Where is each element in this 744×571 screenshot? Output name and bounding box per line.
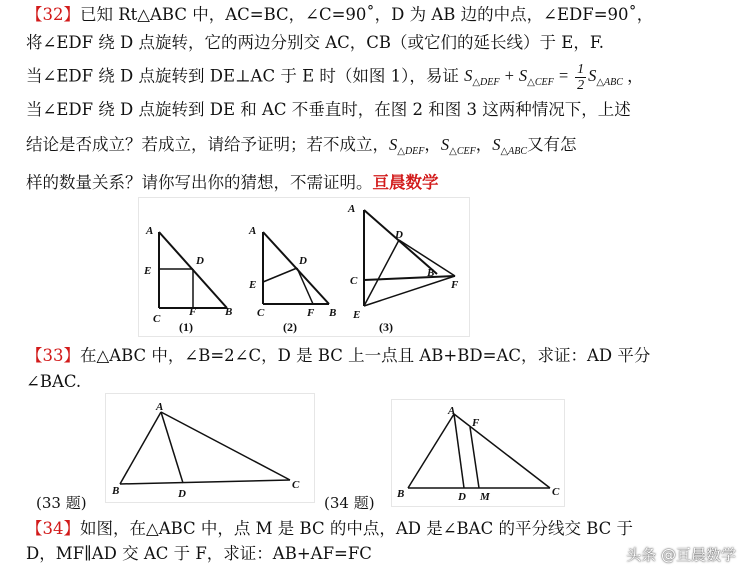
fig1-label-e: E [144,265,152,277]
fig3-label-d: D [395,229,403,241]
fig2-label-a: A [249,225,257,237]
s-cef-2-main: S [440,135,450,154]
fig33-side-bc [120,480,290,484]
p32-text-4: 当∠EDF 绕 D 点旋转到 DE 和 AC 不垂直时，在图 2 和图 3 这两种情况下，上述 [26,100,631,119]
fig34-label-f: F [472,417,480,429]
p32-text-3b: ， [627,66,644,86]
p33-text-2: ∠BAC. [26,372,82,391]
figure-34-panel [391,399,565,507]
fig1-label-c: C [153,313,161,325]
fig2-caption: (2) [283,320,297,334]
fig3-caption: (3) [379,320,393,334]
figure-34-label: (34 题) [324,494,375,512]
s-def: S [464,66,473,86]
figure-33-panel [105,393,315,503]
fig34-side-ab [408,414,454,488]
fig34-mf [470,427,479,488]
figure-32-svg [139,198,469,336]
figure-32-panel [138,197,470,337]
figure-32-1 [143,225,232,334]
s-def-2 [389,135,425,157]
fig1-label-b: B [225,306,233,318]
fraction-half [575,62,586,93]
fig33-label-a: A [156,401,164,413]
fig2-label-f: F [307,307,315,319]
fig3-label-e: E [353,309,361,321]
figure-33-svg [106,394,314,502]
fig34-side-ac [454,414,550,488]
fig33-side-ac [161,412,290,480]
p33-line-2 [26,371,81,393]
p32-comma-2: ， [475,135,493,154]
p34-line-1 [26,518,633,540]
brand-label: 亘晨数学 [372,173,439,192]
s-cef: S [518,66,528,86]
fig1-label-d: D [196,255,204,267]
s-abc-2-sub: △ABC [500,146,528,157]
watermark: 头条 @亘晨数学 [626,546,736,564]
fig3-side-ab [364,210,437,274]
fig34-label-b: B [397,488,405,500]
fig33-label-b: B [112,485,120,497]
p34-line-2 [26,543,372,565]
frac-num: 1 [577,62,585,77]
fig33-label-d: D [178,488,186,500]
s-abc: S [588,66,597,86]
p32-text-2: 将∠EDF 绕 D 点旋转，它的两边分别交 AC，CB（或它们的延长线）于 E，F. [26,33,604,52]
fig2-label-d: D [299,255,307,267]
problem-33-number: 【33】 [26,346,80,365]
s-abc-sub: △ABC [596,77,623,89]
fig2-label-b: B [329,307,337,319]
s-cef-sub: △CEF [527,77,554,89]
fig2-label-e: E [249,279,257,291]
p33-text-1: 在△ABC 中，∠B=2∠C，D 是 BC 上一点且 AB+BD=AC，求证：AD 平分 [80,346,651,365]
figure-33-label: (33 题) [36,494,87,512]
figure-32-2 [248,225,336,334]
problem-34-number: 【34】 [26,519,80,538]
p32-line-6 [26,172,439,194]
p32-text-6: 样的数量关系？请你写出你的猜想，不需证明。 [26,173,373,192]
fig1-caption: (1) [179,320,193,334]
figure-34-svg [392,400,564,506]
s-cef-2 [440,135,476,157]
plus-sign: + [499,66,519,86]
p32-text-5a: 结论是否成立？若成立，请给予证明；若不成立， [26,135,389,154]
figure-32-3 [347,203,459,334]
p32-line-2 [26,32,604,54]
p32-line-1 [26,4,653,26]
p32-line-4 [26,99,631,121]
fig1-label-a: A [146,225,154,237]
fig34-label-a: A [448,405,456,417]
fig2-de [263,268,297,282]
s-def-2-sub: △DEF [397,146,425,157]
p32-line-3 [26,62,644,94]
fig1-label-f: F [189,306,197,318]
equals-sign: = [553,66,574,86]
p32-text-1: 已知 Rt△ABC 中，AC=BC，∠C=90˚，D 为 AB 边的中点，∠EDF=90˚， [80,5,654,24]
p32-text-3a: 当∠EDF 绕 D 点旋转到 DE⊥AC 于 E 时（如图 1），易证 [26,66,459,86]
fig3-label-b: B [427,267,435,279]
p32-comma-1: ， [424,135,441,154]
s-def-sub: △DEF [472,77,500,89]
fig34-label-d: D [458,491,466,503]
s-cef-2-sub: △CEF [449,146,476,157]
fig3-label-a: A [348,203,356,215]
p33-line-1 [26,345,650,367]
fig3-label-f: F [451,279,459,291]
s-abc-2 [492,135,528,157]
area-formula [464,62,627,93]
frac-den: 2 [577,78,585,93]
fig2-df [297,268,313,304]
fig34-label-c: C [552,486,560,498]
problem-32-number: 【32】 [26,5,80,24]
p32-line-5 [26,134,577,163]
s-def-2-main: S [389,135,398,154]
p34-text-1: 如图，在△ABC 中，点 M 是 BC 的中点，AD 是∠BAC 的平分线交 BC 于 [80,519,634,538]
fig2-label-c: C [257,307,265,319]
fig33-label-c: C [292,479,300,491]
s-abc-2-main: S [492,135,501,154]
p34-text-2: D，MF∥AD 交 AC 于 F，求证：AB+AF=FC [26,544,372,563]
fig3-label-c: C [350,275,358,287]
p32-text-5d: 又有怎 [527,135,577,154]
fig34-ad [454,414,464,488]
fig34-label-m: M [480,491,490,503]
fig33-side-ab [120,412,161,484]
